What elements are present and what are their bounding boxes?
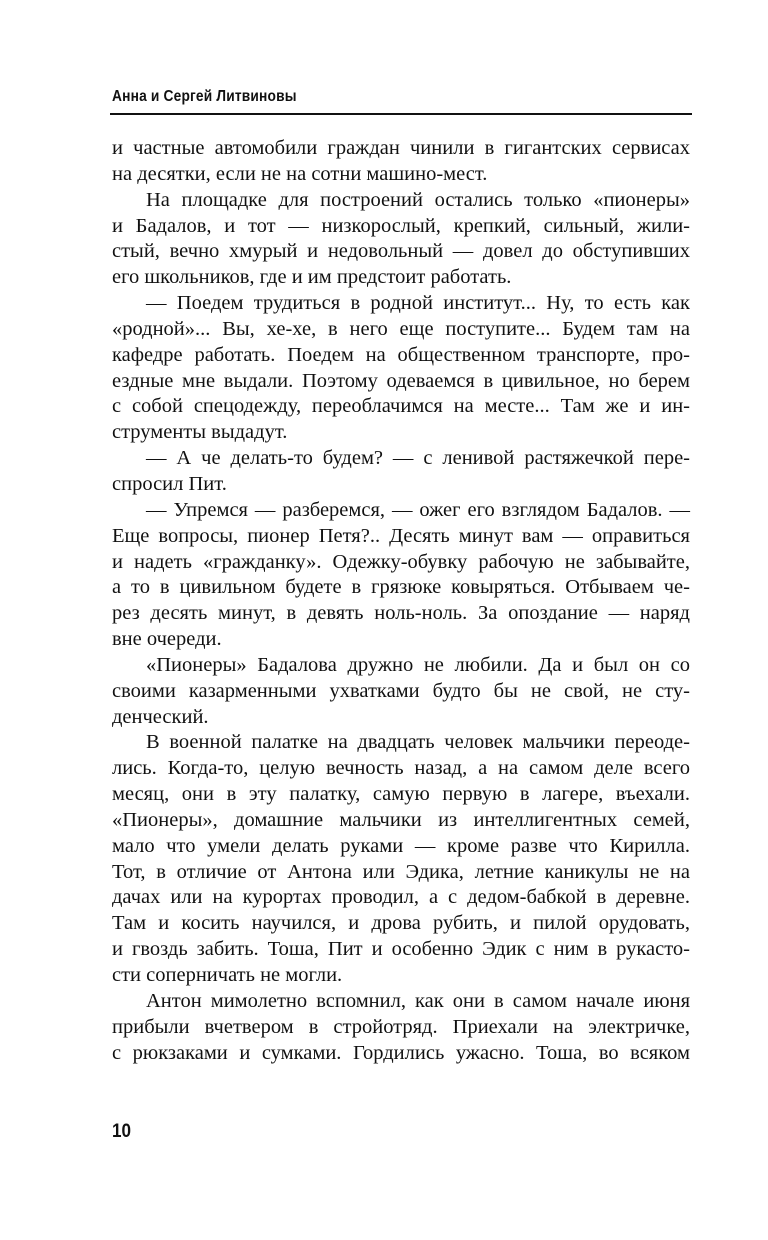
text-line: — Поедем трудиться в родной институт... Ну, то есть как: [146, 292, 690, 315]
text-line: струменты выдадут.: [112, 421, 288, 444]
text-line: денческий.: [112, 705, 209, 728]
text-line: «родной»... Вы, хе-хе, в него еще поступите... Будем там на: [112, 317, 690, 340]
page-number: 10: [112, 1121, 132, 1142]
text-line: «Пионеры» Бадалова дружно не любили. Да и был он со: [146, 653, 690, 676]
text-line: Антон мимолетно вспомнил, как они в самом начале июня: [146, 989, 690, 1012]
text-line: своими казарменными ухватками будто бы не свой, не сту-: [112, 679, 690, 702]
text-line: прибыли вчетвером в стройотряд. Приехали на электричке,: [112, 1015, 690, 1038]
running-header-authors: Анна и Сергей Литвиновы: [112, 88, 297, 105]
text-line: Еще вопросы, пионер Петя?.. Десять минут вам — оправиться: [112, 524, 690, 547]
text-line: ездные мне выдали. Поэтому одеваемся в цивильное, но берем: [112, 369, 690, 392]
text-line: спросил Пит.: [112, 472, 227, 495]
text-line: с рюкзаками и сумками. Гордились ужасно. Тоша, во всяком: [112, 1041, 690, 1064]
text-line: — Упремся — разберемся, — ожег его взглядом Бадалов. —: [146, 498, 690, 521]
text-line: лись. Когда-то, целую вечность назад, а на самом деле всего: [112, 757, 690, 780]
text-line: кафедре работать. Поедем на общественном транспорте, про-: [112, 343, 690, 366]
text-line: его школьников, где и им предстоит работать.: [112, 266, 512, 289]
text-line: «Пионеры», домашние мальчики из интеллигентных семей,: [112, 808, 690, 831]
header-rule: [110, 113, 692, 115]
text-line: Тот, в отличие от Антона или Эдика, летние каникулы не на: [112, 860, 690, 883]
text-line: рез десять минут, в девять ноль-ноль. За опоздание — наряд: [112, 602, 690, 625]
text-line: и гвоздь забить. Тоша, Пит и особенно Эдик с ним в рукасто-: [112, 938, 690, 961]
text-line: На площадке для построений остались только «пионеры»: [146, 188, 690, 211]
text-line: вне очереди.: [112, 628, 222, 651]
text-line: Там и косить научился, и дрова рубить, и пилой орудовать,: [112, 912, 690, 935]
text-line: и надеть «гражданку». Одежку-обувку рабочую не забывайте,: [112, 550, 690, 573]
text-line: мало что умели делать руками — кроме разве что Кирилла.: [112, 834, 690, 857]
text-line: В военной палатке на двадцать человек мальчики переоде-: [146, 731, 690, 754]
text-line: месяц, они в эту палатку, самую первую в лагере, въехали.: [112, 783, 690, 806]
text-line: и частные автомобили граждан чинили в гигантских сервисах: [112, 137, 690, 159]
text-line: на десятки, если не на сотни машино-мест.: [112, 162, 488, 185]
text-line: сти соперничать не могли.: [112, 964, 343, 986]
text-line: дачах или на курортах проводил, а с дедом-бабкой в деревне.: [112, 886, 690, 909]
text-line: с собой спецодежду, переоблачимся на месте... Там же и ин-: [112, 395, 690, 418]
body-text: [112, 136, 690, 1066]
text-line: а то в цивильном будете в грязюке ковыряться. Отбываем че-: [112, 576, 690, 599]
text-line: стый, вечно хмурый и недовольный — довел до обступивших: [112, 240, 690, 263]
text-line: — А че делать-то будем? — с ленивой растяжечкой пере-: [146, 447, 690, 470]
text-line: и Бадалов, и тот — низкорослый, крепкий, сильный, жили-: [112, 214, 690, 237]
